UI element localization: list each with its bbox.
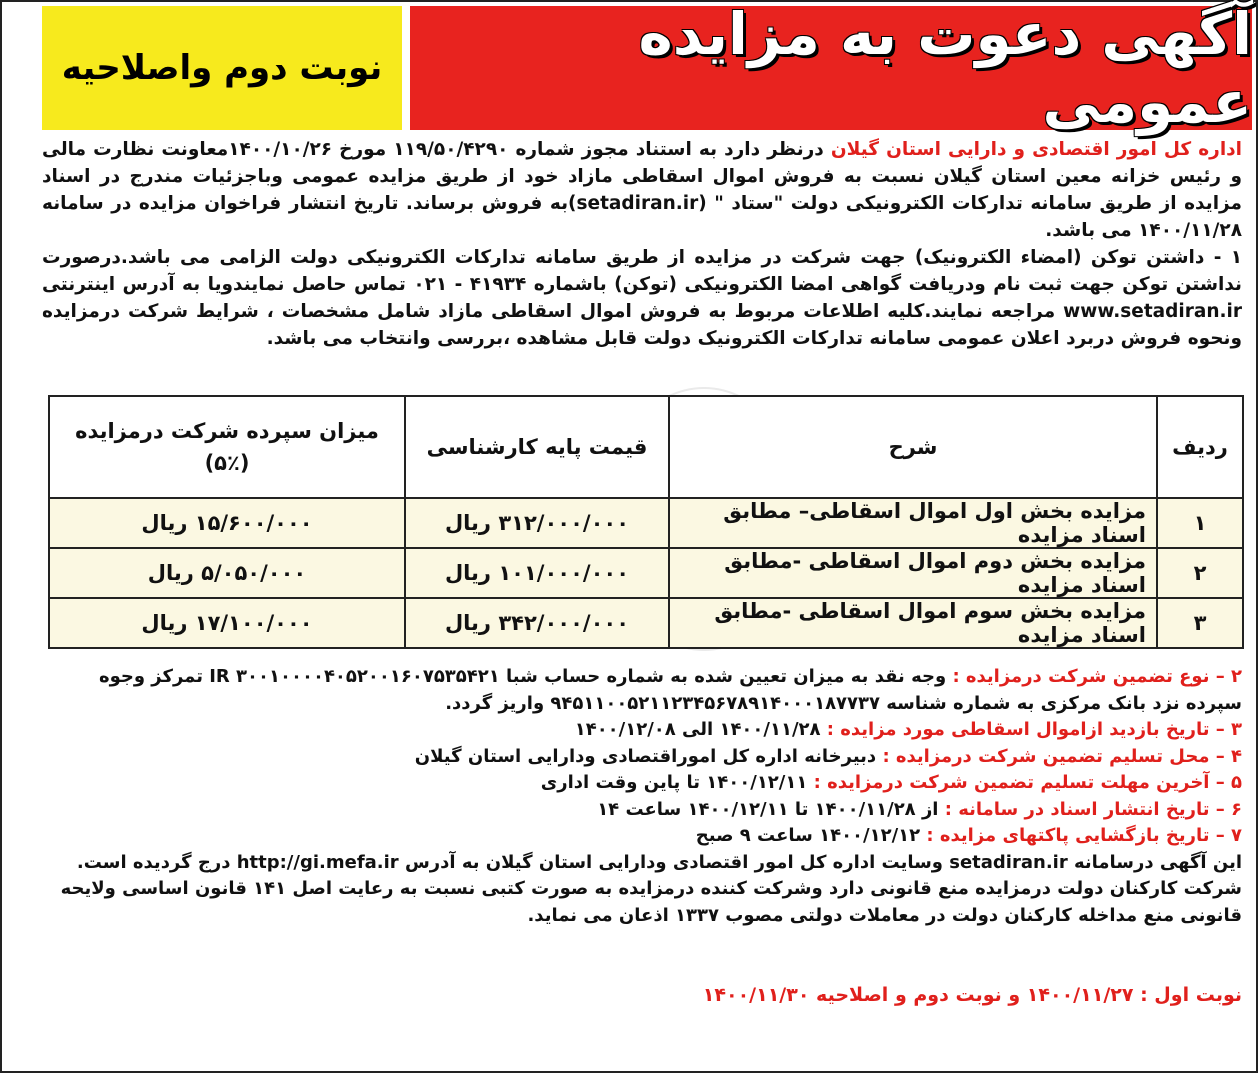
row-description: مزایده بخش دوم اموال اسقاطی -مطابق اسناد مزایده xyxy=(669,548,1157,598)
organization-name: اداره کل امور اقتصادی و دارایی استان گیلان xyxy=(830,139,1242,160)
row-base-price: ۳۴۲/۰۰۰/۰۰۰ ریال xyxy=(405,598,669,648)
row-number: ۲ xyxy=(1157,548,1243,598)
condition-label: ۶ – تاریخ انتشار اسناد در سامانه : xyxy=(944,798,1242,820)
condition-label: ۵ – آخرین مهلت تسلیم تضمین شرکت درمزایده : xyxy=(813,772,1242,793)
header-deposit xyxy=(49,396,405,498)
intro-text: درنظر دارد به استناد مجوز شماره ۱۱۹/۵۰/۴۲۹۰ مورخ ۱۴۰۰/۱۰/۲۶معاونت نظارت مالی و رئیس خزانه معین استان گیلان نسبت به فروش اموال اسقاطی مازاد خود از طریق مزایده عمومی وباجزئیات مندرج در اسناد مزایده از طریق سامانه تدارکات الکترونیکی دولت "ستاد " (setadiran.ir)به فروش برساند. تاریخ انتشار فراخوان مزایده در سامانه ۱۴۰۰/۱۱/۲۸ می باشد. xyxy=(42,139,1242,241)
row-base-price: ۳۱۲/۰۰۰/۰۰۰ ریال xyxy=(405,498,669,548)
edition-badge-label: نوبت دوم واصلاحیه xyxy=(61,48,383,88)
condition-text: دبیرخانه اداره کل اموراقتصادی ودارایی استان گیلان xyxy=(414,745,883,767)
condition-label: ۳ – تاریخ بازدید ازاموال اسقاطی مورد مزایده : xyxy=(826,719,1242,740)
row-number: ۳ xyxy=(1157,598,1243,648)
publication-dates: نوبت اول : ۱۴۰۰/۱۱/۲۷ و نوبت دوم و اصلاحیه ۱۴۰۰/۱۱/۳۰ xyxy=(702,984,1242,1006)
condition-label: ۲ – نوع تضمین شرکت درمزایده : xyxy=(952,666,1242,687)
page-title: آگهی دعوت به مزایده عمومی xyxy=(638,0,1252,136)
condition-text: از ۱۴۰۰/۱۱/۲۸ تا ۱۴۰۰/۱۲/۱۱ ساعت ۱۴ xyxy=(597,798,945,820)
header-row-number: ردیف xyxy=(1157,396,1243,498)
intro-section xyxy=(42,136,1242,352)
table-row xyxy=(49,548,1243,598)
header xyxy=(6,0,1252,136)
condition-label: ۷ – تاریخ بازگشایی پاکتهای مزایده : xyxy=(926,825,1242,846)
condition-text: ۱۴۰۰/۱۲/۱۲ ساعت ۹ صبح xyxy=(695,825,927,846)
condition-2 xyxy=(42,664,1242,717)
condition-4 xyxy=(42,744,1242,771)
table-row xyxy=(49,598,1243,648)
row-number: ۱ xyxy=(1157,498,1243,548)
row-deposit: ۵/۰۵۰/۰۰۰ ریال xyxy=(49,548,405,598)
row-description: مزایده بخش سوم اموال اسقاطی -مطابق اسناد مزایده xyxy=(669,598,1157,648)
condition-text: ۱۴۰۰/۱۲/۱۱ تا پاین وقت اداری xyxy=(540,772,814,793)
header-base-price: قیمت پایه کارشناسی xyxy=(405,396,669,498)
intro-paragraph xyxy=(42,136,1242,244)
condition-label: ۴ – محل تسلیم تضمین شرکت درمزایده : xyxy=(882,745,1242,767)
condition-1: ۱ - داشتن توکن (امضاء الکترونیک) جهت شرکت در مزایده از طریق سامانه تدارکات الکترونیکی دولت الزامی می باشد.درصورت نداشتن توکن جهت ثبت نام ودریافت گواهی امضا الکترونیکی (توکن) باشماره ۴۱۹۳۴ - ۰۲۱ تماس حاصل نمایندویا به آدرس اینترنتی www.setadiran.ir مراجعه نمایند.کلیه اطلاعات مربوط به فروش اموال اسقاطی مازاد شامل مشخصات ، شرایط شرکت درمزایده ونحوه فروش دربرد اعلان عمومی سامانه تدارکات الکترونیک دولت قابل مشاهده ،بررسی وانتخاب می باشد. xyxy=(42,247,1243,349)
table-row xyxy=(49,498,1243,548)
conditions-section xyxy=(42,664,1242,929)
items-table xyxy=(48,395,1244,649)
condition-3 xyxy=(42,717,1242,744)
condition-text: وجه نقد به میزان تعیین شده به شماره حساب شبا IR ۳۰۰۱۰۰۰۰۴۰۵۲۰۰۱۶۰۷۵۳۵۴۲۱ تمرکز وجوه سپرده نزد بانک مرکزی به شماره شناسه ۹۴۵۱۱۰۰۵۲۱۱۲۳۴۵۶۷۸۹۱۴۰۰۰۱۸۷۷۳۷ واریز گردد. xyxy=(98,666,1242,714)
condition-text: ۱۴۰۰/۱۱/۲۸ الی ۱۴۰۰/۱۲/۰۸ xyxy=(574,719,827,740)
header-description: شرح xyxy=(669,396,1157,498)
condition-5 xyxy=(42,770,1242,797)
note-employees: شرکت کارکنان دولت درمزایده منع قانونی دارد وشرکت کننده درمزایده به صورت کتبی نسبت به رعایت اصل ۱۴۱ قانون اساسی ولایحه قانونی منع مداخله کارکنان دولت در معاملات دولتی مصوب ۱۳۳۷ اذعان می نماید. xyxy=(60,878,1242,926)
edition-badge xyxy=(42,6,402,130)
condition-7 xyxy=(42,823,1242,850)
row-deposit: ۱۷/۱۰۰/۰۰۰ ریال xyxy=(49,598,405,648)
header-deposit-line2: (۵٪) xyxy=(204,451,250,475)
table-header-row xyxy=(49,396,1243,498)
row-base-price: ۱۰۱/۰۰۰/۰۰۰ ریال xyxy=(405,548,669,598)
row-deposit: ۱۵/۶۰۰/۰۰۰ ریال xyxy=(49,498,405,548)
note-website: این آگهی درسامانه setadiran.ir وسایت اداره کل امور اقتصادی ودارایی استان گیلان به آدرس http://gi.mefa.ir درج گردیده است. xyxy=(76,851,1242,873)
title-banner xyxy=(410,0,1252,136)
header-deposit-line1: میزان سپرده شرکت درمزایده xyxy=(75,419,379,443)
row-description: مزایده بخش اول اموال اسقاطی– مطابق اسناد مزایده xyxy=(669,498,1157,548)
condition-6 xyxy=(42,797,1242,824)
